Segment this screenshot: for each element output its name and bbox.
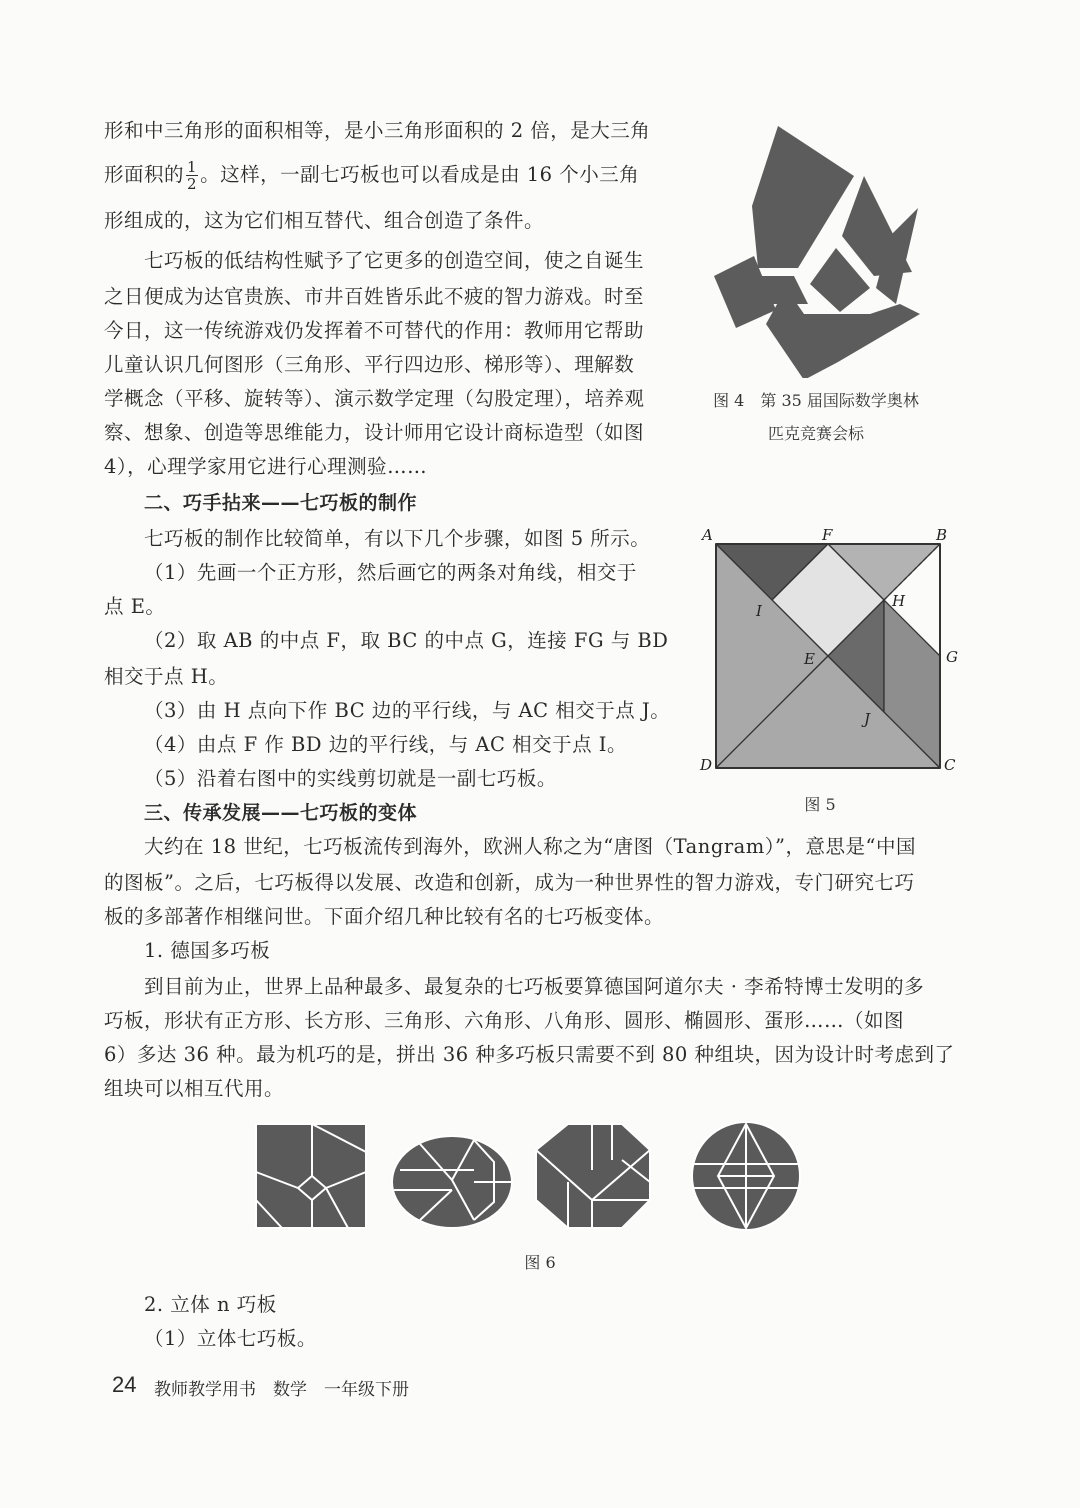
para-line: 儿童认识几何图形（三角形、平行四边形、梯形等）、理解数 xyxy=(104,353,635,376)
para-line: 巧板，形状有正方形、长方形、三角形、六角形、八角形、圆形、椭圆形、蛋形……（如图 xyxy=(104,1009,905,1032)
para-line: 形组成的，这为它们相互替代、组合创造了条件。 xyxy=(104,209,545,232)
label-D: D xyxy=(700,756,713,774)
label-J: J xyxy=(864,710,871,728)
label-C: C xyxy=(944,756,956,774)
caption-line: 图 4 第 35 届国际数学奥林 xyxy=(713,391,919,410)
figure-5-tangram-construction xyxy=(696,524,966,780)
book-title: 教师教学用书 数学 一年级下册 xyxy=(154,1380,409,1400)
label-H: H xyxy=(892,592,906,610)
step-line: 相交于点 H。 xyxy=(104,665,229,688)
section-heading: 二、巧手拈来——七巧板的制作 xyxy=(144,492,418,514)
para-line: 大约在 18 世纪，七巧板流传到海外，欧洲人称之为“唐图（Tangram）”，意思是“中国 xyxy=(144,835,916,858)
para-line: 今日，这一传统游戏仍发挥着不可替代的作用：教师用它帮助 xyxy=(104,319,645,342)
step-line: （4）由点 F 作 BD 边的平行线，与 AC 相交于点 I。 xyxy=(144,733,627,756)
fraction-numerator: 1 xyxy=(187,158,198,176)
fraction-one-half xyxy=(186,159,198,192)
figure-6-polygrams xyxy=(254,1120,814,1232)
label-F: F xyxy=(822,526,833,544)
label-E: E xyxy=(804,650,815,668)
figure-5-caption: 图 5 xyxy=(804,795,836,814)
para-line: 板的多部著作相继问世。下面介绍几种比较有名的七巧板变体。 xyxy=(104,905,665,928)
label-G: G xyxy=(946,648,958,666)
para-line: 4），心理学家用它进行心理测验…… xyxy=(104,455,428,478)
step-line: （2）取 AB 的中点 F，取 BC 的中点 G，连接 FG 与 BD xyxy=(144,629,669,652)
section-heading: 三、传承发展——七巧板的变体 xyxy=(144,802,418,824)
tangram-piece xyxy=(752,126,854,268)
para-line: 察、想象、创造等思维能力，设计师用它设计商标造型（如图 xyxy=(104,421,645,444)
label-B: B xyxy=(936,526,948,544)
para-line: 七巧板的低结构性赋予了它更多的创造空间，使之自诞生 xyxy=(144,249,645,272)
para-line: 形和中三角形的面积相等，是小三角形面积的 2 倍，是大三角 xyxy=(104,119,651,142)
label-I: I xyxy=(756,602,762,620)
step-line: （3）由 H 点向下作 BC 边的平行线，与 AC 相交于点 J。 xyxy=(144,699,671,722)
step-line: （5）沿着右图中的实线剪切就是一副七巧板。 xyxy=(144,767,557,790)
step-line: （1）先画一个正方形，然后画它的两条对角线，相交于 xyxy=(144,561,637,584)
caption-line: 匹克竞赛会标 xyxy=(767,424,864,443)
step-line: 点 E。 xyxy=(104,595,166,618)
subheading: 1. 德国多巧板 xyxy=(144,939,271,962)
subheading: （1）立体七巧板。 xyxy=(144,1327,317,1350)
page-number: 24 xyxy=(112,1372,137,1397)
para-line: 6）多达 36 种。最为机巧的是，拼出 36 种多巧板只需要不到 80 种组块，因为设计时考虑到了 xyxy=(104,1043,955,1066)
para-line-with-fraction xyxy=(104,158,639,192)
para-line: 到目前为止，世界上品种最多、最复杂的七巧板要算德国阿道尔夫 · 李希特博士发明的多 xyxy=(144,975,925,998)
polygram-octagon xyxy=(536,1124,650,1228)
subheading: 2. 立体 n 巧板 xyxy=(144,1293,277,1316)
para-line: 之日便成为达官贵族、市井百姓皆乐此不疲的智力游戏。时至 xyxy=(104,285,645,308)
fraction-denominator: 2 xyxy=(187,175,198,193)
figure-6-caption: 图 6 xyxy=(524,1253,556,1272)
para-text: 。这样，一副七巧板也可以看成是由 16 个小三角 xyxy=(200,163,640,186)
figure-4-tangram-logo xyxy=(700,118,930,378)
para-text: 形面积的 xyxy=(104,163,185,186)
label-A: A xyxy=(702,526,713,544)
para-line: 学概念（平移、旋转等）、演示数学定理（勾股定理），培养观 xyxy=(104,387,645,410)
para-line: 组块可以相互代用。 xyxy=(104,1077,285,1100)
polygram-square xyxy=(256,1124,366,1228)
polygram-ellipse xyxy=(392,1136,512,1228)
figure-4-caption xyxy=(700,388,932,444)
para-line: 七巧板的制作比较简单，有以下几个步骤，如图 5 所示。 xyxy=(144,527,651,550)
polygram-circle xyxy=(692,1122,800,1230)
para-line: 的图板”。之后，七巧板得以发展、改造和创新，成为一种世界性的智力游戏，专门研究七巧 xyxy=(104,871,915,894)
